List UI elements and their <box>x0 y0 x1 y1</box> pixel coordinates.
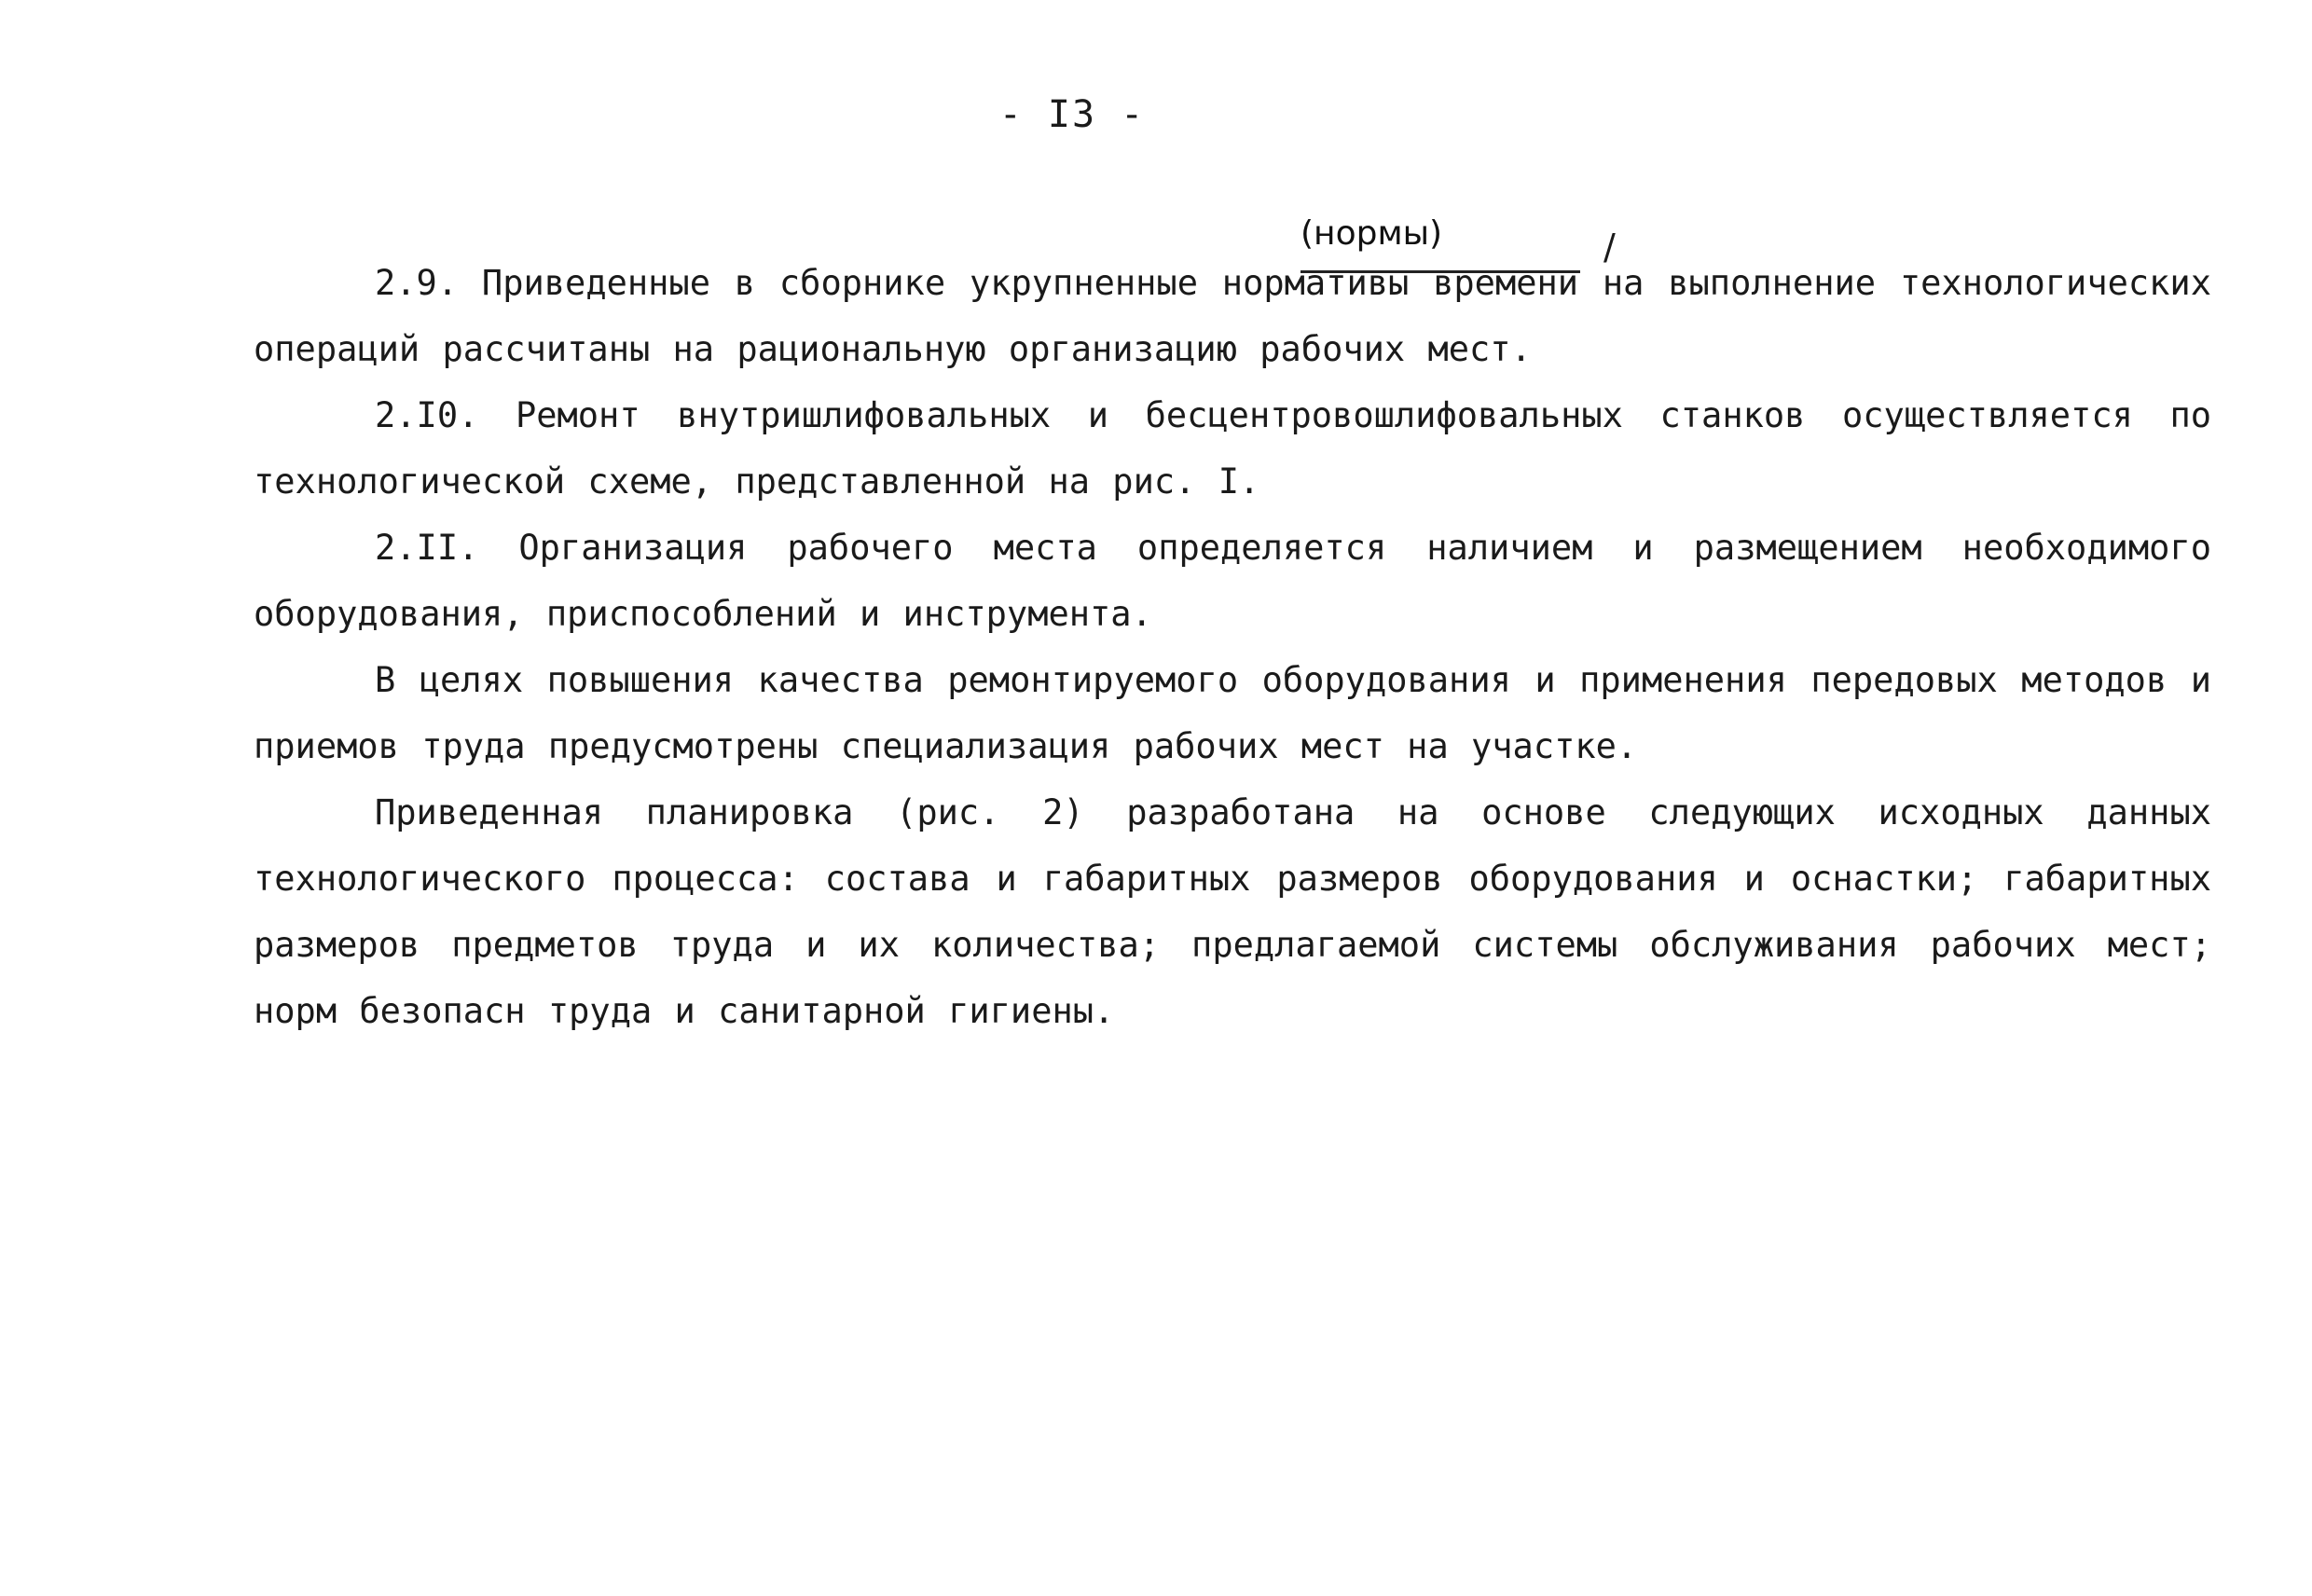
page-number: - I3 - <box>998 93 1146 136</box>
caret-mark: / <box>1603 227 1616 268</box>
document-body <box>254 250 2211 1044</box>
paragraph-2-11: 2.II. Организация рабочего места определяется наличием и размещением необходимого оборудования, приспособлений и инструмента. <box>254 528 2211 634</box>
paragraph-2-9: 2.9. Приведенные в сборнике укрупненные нормативы времени на выполнение технологических операций рассчитаны на рациональную организацию рабочих мест. <box>254 263 2211 369</box>
handwritten-annotation: (нормы) <box>1300 214 1443 253</box>
paragraph-layout: Приведенная планировка (рис. 2) разработана на основе следующих исходных данных технологического процесса: состава и габаритных размеров оборудования и оснастки; габаритных размеров предметов труда и их количества; предлагаемой системы обслуживания рабочих мест; норм безопасн труда и санитарной гигиены. <box>254 792 2211 1031</box>
paragraph-2-10: 2.I0. Ремонт внутришлифовальных и бесцентровошлифовальных станков осуществляется по технологической схеме, представленной на рис. I. <box>254 395 2211 502</box>
paragraph-quality: В целях повышения качества ремонтируемого оборудования и применения передовых методов и приемов труда предусмотрены специализация рабочих мест на участке. <box>254 660 2211 766</box>
